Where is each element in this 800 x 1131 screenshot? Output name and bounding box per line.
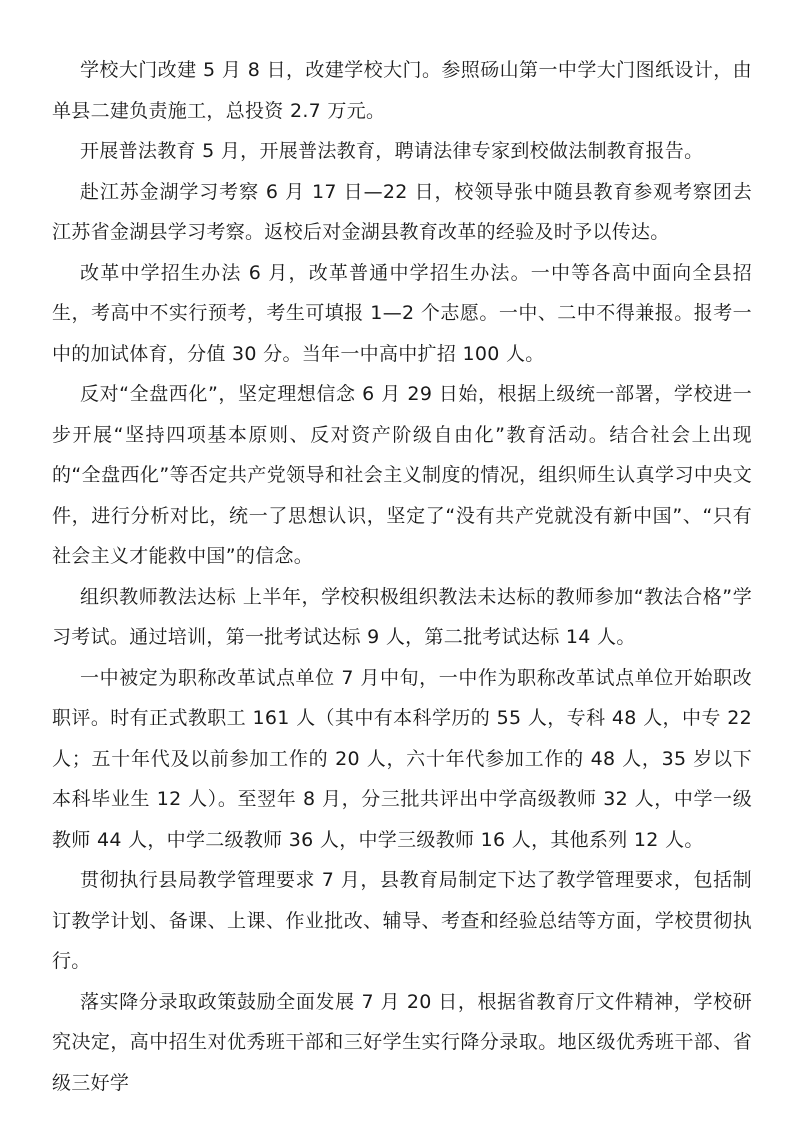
paragraph-ideals-education: 反对“全盘西化”，坚定理想信念 6 月 29 日始，根据上级统一部署，学校进一步开展“坚持四项基本原则、反对资产阶级自由化”教育活动。结合社会上出现的“全盘西化”等否定共产党领导和社会主义制度的情况，组织师生认真学习中央文件，进行分析对比，统一了思想认识，坚定了“没有共产党就没有新中国”、“只有社会主义才能救中国”的信念。	[52, 383, 752, 567]
paragraph-teaching-standards: 组织教师教法达标 上半年，学校积极组织教法未达标的教师参加“教法合格”学习考试。通过培训，第一批考试达标 9 人，第二批考试达标 14 人。	[52, 585, 752, 648]
paragraph-teaching-management: 贯彻执行县局教学管理要求 7 月，县教育局制定下达了教学管理要求，包括制订教学计划、备课、上课、作业批改、辅导、考查和经验总结等方面，学校贯彻执行。	[52, 869, 752, 972]
paragraph-enrollment-reform: 改革中学招生办法 6 月，改革普通中学招生办法。一中等各高中面向全县招生，考高中不实行预考，考生可填报 1—2 个志愿。一中、二中不得兼报。报考一中的加试体育，分值 30 分。当年一中高中扩招 100 人。	[52, 261, 752, 365]
paragraph-title-reform-pilot: 一中被定为职称改革试点单位 7 月中旬，一中作为职称改革试点单位开始职改职评。时有正式教职工 161 人（其中有本科学历的 55 人，专科 48 人，中专 22 人；五十年代及以前参加工作的 20 人，六十年代参加工作的 48 人，35 岁以下本科毕业生 12 人）。至翌年 8 月，分三批共评出中学高级教师 32 人，中学一级教师 44 人，中学二级教师 36 人，中学三级教师 16 人，其他系列 12 人。	[52, 666, 752, 851]
paragraph-jinhu-study-visit: 赴江苏金湖学习考察 6 月 17 日—22 日，校领导张中随县教育参观考察团去江苏省金湖县学习考察。返校后对金湖县教育改革的经验及时予以传达。	[52, 180, 752, 243]
paragraph-reduced-score-admission: 落实降分录取政策鼓励全面发展 7 月 20 日，根据省教育厅文件精神，学校研究决定，高中招生对优秀班干部和三好学生实行降分录取。地区级优秀班干部、省级三好学	[52, 990, 752, 1094]
paragraph-gate-renovation: 学校大门改建 5 月 8 日，改建学校大门。参照砀山第一中学大门图纸设计，由单县二建负责施工，总投资 2.7 万元。	[52, 59, 752, 122]
document-body	[52, 50, 752, 1103]
paragraph-legal-education: 开展普法教育 5 月，开展普法教育，聘请法律专家到校做法制教育报告。	[80, 140, 704, 162]
